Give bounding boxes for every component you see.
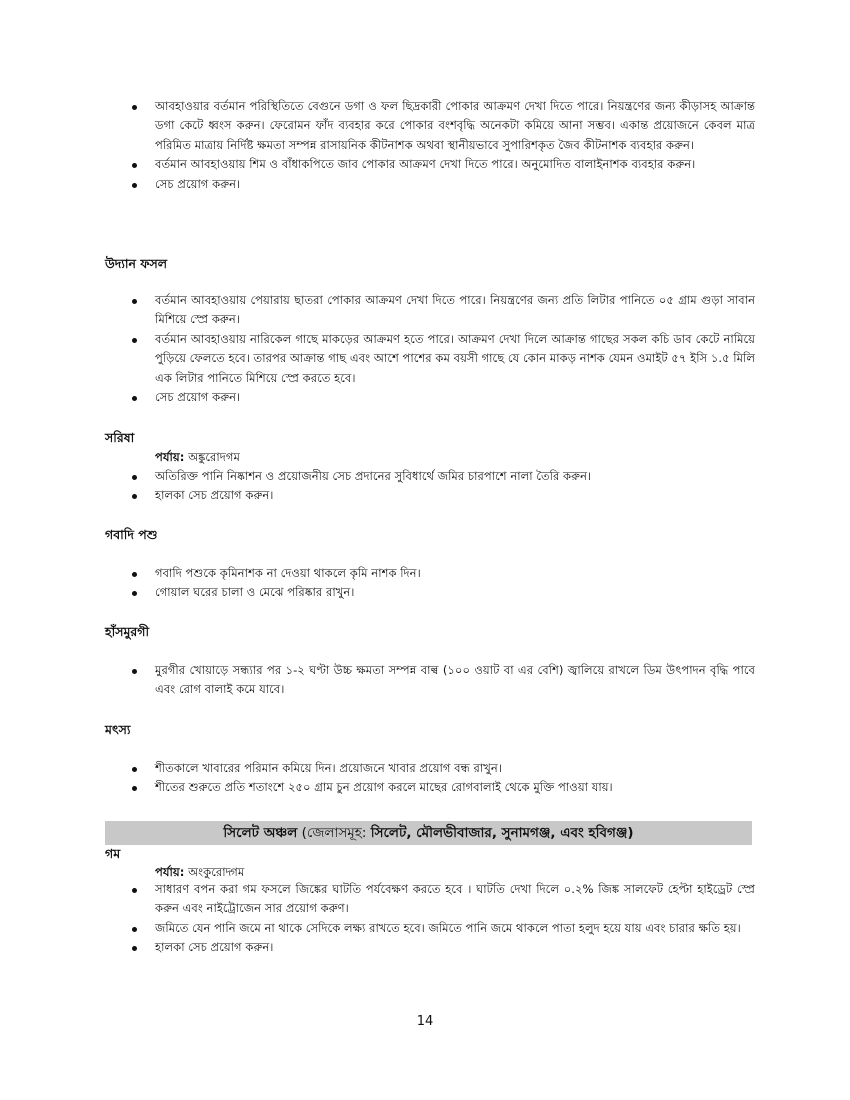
list-item: মুরগীর খোয়াড়ে সন্ধ্যার পর ১-২ ঘণ্টা উচ্চ ক্ষমতা সম্পন্ন বাল্ব (১০০ ওয়াট বা এর বেশি) জ্বালিয়ে রাখলে ডিম উৎপাদন বৃদ্ধি পাবে এবং রোগ বালাই কমে যাবে। bbox=[105, 661, 755, 700]
region-districts-label: (জেলাসমূহ: bbox=[297, 825, 371, 841]
poultry-bullets bbox=[105, 661, 755, 700]
list-item: সেচ প্রয়োগ করুন। bbox=[105, 175, 755, 194]
list-item: আবহাওয়ার বর্তমান পরিস্থিতিতে বেগুনে ডগা ও ফল ছিদ্রকারী পোকার আক্রমণ দেখা দিতে পারে। নিয়ন্ত্রণের জন্য কীড়াসহ আক্রান্ত ডগা কেটে ধ্বংস করুন। ফেরোমন ফাঁদ ব্যবহার করে পোকার বংশবৃদ্ধি অনেকটা কমিয়ে আনা সম্ভব। একান্ত প্রয়োজনে কেবল মাত্র পরিমিত মাত্রায় নির্দিষ্ট ক্ষমতা সম্পন্ন রাসায়নিক কীটনাশক অথবা স্থানীয়ভাবে সুপারিশকৃত জৈব কীটনাশক ব্যবহার করুন। bbox=[105, 97, 755, 155]
stage-label: পর্যায়: bbox=[155, 450, 185, 464]
mustard-stage bbox=[155, 449, 240, 468]
section-heading-poultry: হাঁসমুরগী bbox=[105, 624, 150, 639]
mustard-bullets bbox=[105, 467, 755, 506]
livestock-bullets bbox=[105, 564, 755, 603]
list-item: হালকা সেচ প্রয়োগ করুন। bbox=[105, 938, 755, 957]
list-item: গোয়াল ঘরের চালা ও মেঝে পরিষ্কার রাখুন। bbox=[105, 583, 755, 602]
stage-value: অঙ্কুরোদগম bbox=[184, 450, 240, 464]
list-item: হালকা সেচ প্রয়োগ করুন। bbox=[105, 486, 755, 505]
section-heading-fish: মৎস্য bbox=[105, 722, 131, 737]
list-item: বর্তমান আবহাওয়ায় নারিকেল গাছে মাকড়ের আক্রমণ হতে পারে। আক্রমণ দেখা দিলে আক্রান্ত গাছের সকল কচি ডাব কেটে নামিয়ে পুড়িয়ে ফেলতে হবে। তারপর আক্রান্ত গাছ এবং আশে পাশের কম বয়সী গাছে যে কোন মাকড় নাশক যেমন ওমাইট ৫৭ ইসি ১.৫ মিলি এক লিটার পানিতে মিশিয়ে স্প্রে করতে হবে। bbox=[105, 330, 755, 388]
list-item: বর্তমান আবহাওয়ায় শিম ও বাঁধাকপিতে জাব পোকার আক্রমণ দেখা দিতে পারে। অনুমোদিত বালাইনাশক ব্যবহার করুন। bbox=[105, 155, 755, 174]
section-heading-horticulture: উদ্যান ফসল bbox=[105, 256, 168, 271]
region-name: সিলেট অঞ্চল bbox=[223, 825, 298, 841]
list-item: সাধারণ বপন করা গম ফসলে জিঙ্কের ঘাটতি পর্যবেক্ষণ করতে হবে । ঘাটতি দেখা দিলে ০.২% জিঙ্ক সালফেট হেপ্টা হাইড্রেট স্প্রে করুন এবং নাইট্রোজেন সার প্রয়োগ করুণ। bbox=[105, 880, 755, 919]
list-item: জমিতে যেন পানি জমে না থাকে সেদিকে লক্ষ্য রাখতে হবে। জমিতে পানি জমে থাকলে পাতা হলুদ হয়ে যায় এবং চারার ক্ষতি হয়। bbox=[105, 919, 755, 938]
page-number: 14 bbox=[416, 1014, 434, 1029]
list-item: বর্তমান আবহাওয়ায় পেয়ারায় ছাতরা পোকার আক্রমণ দেখা দিতে পারে। নিয়ন্ত্রণের জন্য প্রতি লিটার পানিতে ০৫ গ্রাম গুড়া সাবান মিশিয়ে স্প্রে করুন। bbox=[105, 291, 755, 330]
wheat-bullets bbox=[105, 880, 755, 958]
top-bullets bbox=[105, 97, 755, 194]
stage-label: পর্যায়: bbox=[155, 865, 185, 879]
stage-value: অংকুরোদ্গম bbox=[184, 865, 245, 879]
list-item: সেচ প্রয়োগ করুন। bbox=[105, 388, 755, 407]
list-item: শীতের শুরুতে প্রতি শতাংশে ২৫০ গ্রাম চুন প্রয়োগ করলে মাছের রোগবালাই থেকে মুক্তি পাওয়া যায়। bbox=[105, 778, 755, 797]
list-item: গবাদি পশুকে কৃমিনাশক না দেওয়া থাকলে কৃমি নাশক দিন। bbox=[105, 564, 755, 583]
section-heading-livestock: গবাদি পশু bbox=[105, 527, 158, 542]
region-banner bbox=[105, 821, 752, 845]
section-heading-mustard: সরিষা bbox=[105, 430, 135, 445]
region-districts: সিলেট, মৌলভীবাজার, সুনামগঞ্জ, এবং হবিগঞ্জ) bbox=[370, 825, 634, 841]
section-heading-wheat: গম bbox=[105, 846, 121, 861]
list-item: শীতকালে খাবারের পরিমান কমিয়ে দিন। প্রয়োজনে খাবার প্রয়োগ বন্ধ রাখুন। bbox=[105, 759, 755, 778]
fish-bullets bbox=[105, 759, 755, 798]
list-item: অতিরিক্ত পানি নিষ্কাশন ও প্রয়োজনীয় সেচ প্রদানের সুবিধার্থে জমির চারপাশে নালা তৈরি করুন। bbox=[105, 467, 755, 486]
horticulture-bullets bbox=[105, 291, 755, 407]
